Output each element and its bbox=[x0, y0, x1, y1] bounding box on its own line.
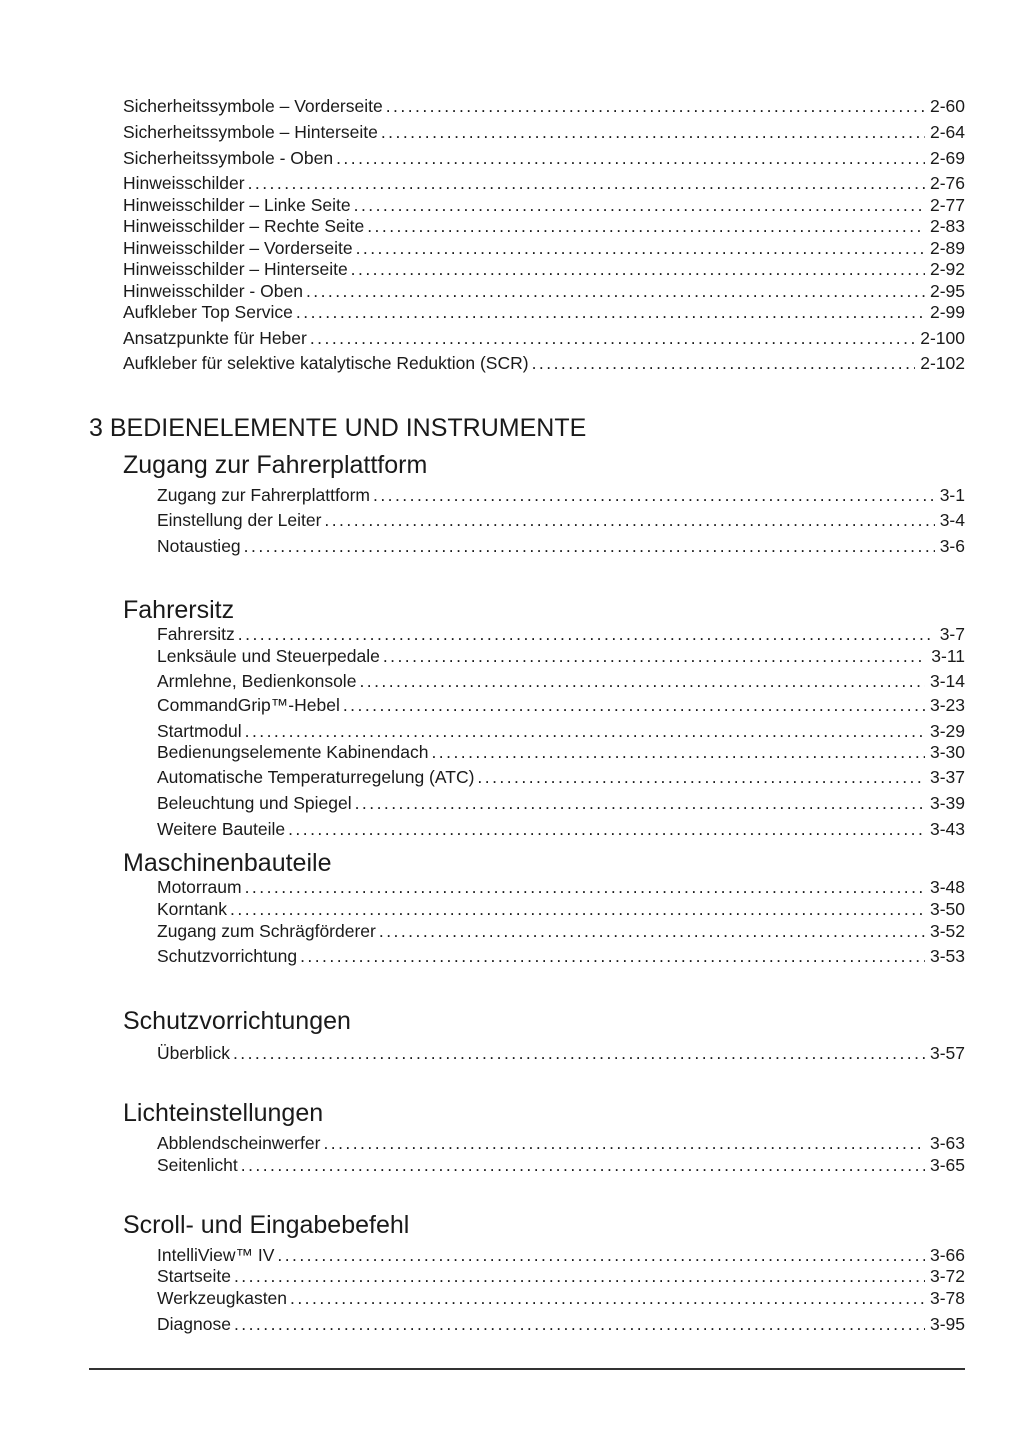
toc-entry-title: Bedienungselemente Kabinendach bbox=[157, 742, 429, 762]
toc-leader bbox=[296, 301, 925, 323]
section-title: Fahrersitz bbox=[123, 596, 235, 624]
toc-entry-page: 3-65 bbox=[929, 1155, 965, 1175]
toc-leader bbox=[386, 95, 925, 117]
toc-entry-page: 2-69 bbox=[929, 148, 965, 168]
toc-entry-title: Überblick bbox=[157, 1043, 230, 1063]
toc-leader bbox=[383, 645, 926, 667]
toc-entry-page: 2-64 bbox=[929, 122, 965, 142]
toc-entry-page: 3-63 bbox=[929, 1133, 965, 1153]
toc-entry-title: Diagnose bbox=[157, 1314, 231, 1334]
toc-entry[interactable] bbox=[157, 720, 965, 742]
toc-entry[interactable] bbox=[157, 766, 965, 788]
toc-entry[interactable] bbox=[157, 535, 965, 557]
toc-entry[interactable] bbox=[123, 258, 965, 280]
toc-leader bbox=[300, 945, 925, 967]
toc-entry[interactable] bbox=[123, 327, 965, 349]
section-title: Lichteinstellungen bbox=[123, 1099, 324, 1127]
toc-entry-title: Startseite bbox=[157, 1266, 231, 1286]
toc-leader bbox=[359, 670, 925, 692]
toc-entry-page: 3-6 bbox=[939, 536, 965, 556]
toc-entry[interactable] bbox=[157, 1042, 965, 1064]
toc-entry[interactable] bbox=[157, 509, 965, 531]
toc-entry-title: Schutzvorrichtung bbox=[157, 946, 298, 966]
toc-entry-page: 3-95 bbox=[929, 1314, 965, 1334]
toc-leader bbox=[477, 766, 925, 788]
toc-entry[interactable] bbox=[157, 1313, 965, 1335]
toc-entry[interactable] bbox=[123, 301, 965, 323]
toc-entry-title: Aufkleber für selektive katalytische Reduktion (SCR) bbox=[123, 353, 529, 373]
toc-entry-title: Automatische Temperaturregelung (ATC) bbox=[157, 767, 475, 787]
toc-leader bbox=[290, 1287, 925, 1309]
toc-entry-page: 3-11 bbox=[931, 646, 965, 666]
toc-entry-page: 2-83 bbox=[929, 216, 965, 236]
toc-leader bbox=[324, 509, 934, 531]
toc-entry-page: 3-37 bbox=[929, 767, 965, 787]
toc-entry[interactable] bbox=[157, 694, 965, 716]
toc-entry[interactable] bbox=[157, 741, 965, 763]
toc-leader bbox=[245, 720, 925, 742]
toc-entry[interactable] bbox=[157, 792, 965, 814]
toc-entry[interactable] bbox=[157, 670, 965, 692]
toc-entry[interactable] bbox=[123, 194, 965, 216]
toc-entry-title: Seitenlicht bbox=[157, 1155, 238, 1175]
toc-entry-page: 2-76 bbox=[929, 173, 965, 193]
toc-entry-page: 3-52 bbox=[929, 921, 965, 941]
toc-leader bbox=[323, 1132, 925, 1154]
toc-entry-title: Lenksäule und Steuerpedale bbox=[157, 646, 380, 666]
toc-entry[interactable] bbox=[123, 172, 965, 194]
toc-entry-page: 3-1 bbox=[939, 485, 965, 505]
toc-entry-page: 3-29 bbox=[929, 721, 965, 741]
toc-entry[interactable] bbox=[123, 215, 965, 237]
toc-entry-title: IntelliView™ IV bbox=[157, 1245, 275, 1265]
section-title: Maschinenbauteile bbox=[123, 849, 332, 877]
toc-entry-page: 2-92 bbox=[929, 259, 965, 279]
toc-leader bbox=[367, 215, 925, 237]
toc-entry-title: Korntank bbox=[157, 899, 228, 919]
footer-rule bbox=[89, 1368, 965, 1370]
toc-entry-title: Hinweisschilder bbox=[123, 173, 245, 193]
toc-leader bbox=[379, 920, 925, 942]
toc-entry[interactable] bbox=[157, 1287, 965, 1309]
chapter-title: 3 BEDIENELEMENTE UND INSTRUMENTE bbox=[89, 414, 587, 442]
toc-entry-title: Hinweisschilder – Linke Seite bbox=[123, 195, 351, 215]
toc-entry[interactable] bbox=[157, 818, 965, 840]
toc-entry-title: Notaustieg bbox=[157, 536, 241, 556]
toc-entry-page: 3-4 bbox=[939, 510, 965, 530]
toc-entry-title: Fahrersitz bbox=[157, 624, 235, 644]
toc-leader bbox=[310, 327, 915, 349]
toc-entry-page: 3-39 bbox=[929, 793, 965, 813]
toc-entry-page: 2-102 bbox=[920, 353, 965, 373]
toc-leader bbox=[241, 1154, 925, 1176]
toc-leader bbox=[336, 147, 925, 169]
toc-entry-title: Abblendscheinwerfer bbox=[157, 1133, 321, 1153]
toc-entry-page: 3-50 bbox=[929, 899, 965, 919]
toc-leader bbox=[532, 352, 916, 374]
toc-entry-page: 3-72 bbox=[929, 1266, 965, 1286]
toc-entry-page: 3-48 bbox=[929, 877, 965, 897]
toc-entry-title: Hinweisschilder – Rechte Seite bbox=[123, 216, 365, 236]
toc-entry-title: Sicherheitssymbole – Vorderseite bbox=[123, 96, 383, 116]
toc-entry-title: Ansatzpunkte für Heber bbox=[123, 328, 307, 348]
toc-leader bbox=[373, 484, 935, 506]
toc-entry-title: Weitere Bauteile bbox=[157, 819, 286, 839]
toc-entry-page: 3-43 bbox=[929, 819, 965, 839]
toc-entry-page: 2-95 bbox=[929, 281, 965, 301]
toc-entry-page: 3-66 bbox=[929, 1245, 965, 1265]
toc-entry-title: Beleuchtung und Spiegel bbox=[157, 793, 352, 813]
toc-entry[interactable] bbox=[157, 623, 965, 645]
toc-entry[interactable] bbox=[157, 645, 965, 667]
toc-entry-title: Sicherheitssymbole – Hinterseite bbox=[123, 122, 378, 142]
toc-leader bbox=[355, 792, 925, 814]
toc-entry-page: 3-53 bbox=[929, 946, 965, 966]
toc-leader bbox=[351, 258, 925, 280]
toc-leader bbox=[381, 121, 925, 143]
toc-entry-page: 3-23 bbox=[929, 695, 965, 715]
toc-leader bbox=[233, 1042, 925, 1064]
toc-entry[interactable] bbox=[157, 1265, 965, 1287]
toc-entry-page: 3-30 bbox=[929, 742, 965, 762]
toc-entry-page: 3-57 bbox=[929, 1043, 965, 1063]
toc-entry-title: Zugang zum Schrägförderer bbox=[157, 921, 376, 941]
toc-entry[interactable] bbox=[123, 280, 965, 302]
section-title: Scroll- und Eingabebefehl bbox=[123, 1211, 410, 1239]
toc-entry[interactable] bbox=[123, 121, 965, 143]
toc-entry-title: Aufkleber Top Service bbox=[123, 302, 293, 322]
toc-entry-page: 2-99 bbox=[929, 302, 965, 322]
toc-entry-page: 3-78 bbox=[929, 1288, 965, 1308]
toc-entry-title: Einstellung der Leiter bbox=[157, 510, 322, 530]
toc-entry-title: Hinweisschilder - Oben bbox=[123, 281, 303, 301]
toc-leader bbox=[356, 237, 925, 259]
section-title: Schutzvorrichtungen bbox=[123, 1007, 351, 1035]
toc-entry-title: Zugang zur Fahrerplattform bbox=[157, 485, 371, 505]
toc-leader bbox=[248, 172, 925, 194]
toc-entry-page: 2-100 bbox=[920, 328, 965, 348]
toc-leader bbox=[288, 818, 925, 840]
toc-leader bbox=[343, 694, 925, 716]
toc-entry[interactable] bbox=[157, 484, 965, 506]
toc-entry[interactable] bbox=[123, 95, 965, 117]
toc-entry-page: 3-14 bbox=[929, 671, 965, 691]
toc-entry[interactable] bbox=[157, 1244, 965, 1266]
toc-entry[interactable] bbox=[157, 945, 965, 967]
toc-leader bbox=[244, 535, 935, 557]
toc-leader bbox=[230, 898, 925, 920]
toc-leader bbox=[306, 280, 925, 302]
toc-entry[interactable] bbox=[157, 898, 965, 920]
toc-entry[interactable] bbox=[157, 920, 965, 942]
toc-entry-page: 3-7 bbox=[939, 624, 965, 644]
toc-entry[interactable] bbox=[123, 147, 965, 169]
toc-leader bbox=[245, 876, 925, 898]
toc-entry-title: Startmodul bbox=[157, 721, 242, 741]
toc-entry-title: Armlehne, Bedienkonsole bbox=[157, 671, 357, 691]
toc-entry-title: Motorraum bbox=[157, 877, 242, 897]
toc-entry[interactable] bbox=[123, 352, 965, 374]
toc-leader bbox=[431, 741, 925, 763]
toc-entry-title: Hinweisschilder – Hinterseite bbox=[123, 259, 348, 279]
toc-entry-page: 2-77 bbox=[929, 195, 965, 215]
section-title: Zugang zur Fahrerplattform bbox=[123, 451, 428, 479]
toc-leader bbox=[238, 623, 935, 645]
toc-entry-title: Werkzeugkasten bbox=[157, 1288, 288, 1308]
toc-leader bbox=[277, 1244, 925, 1266]
toc-leader bbox=[354, 194, 925, 216]
toc-entry[interactable] bbox=[123, 237, 965, 259]
toc-entry-title: Hinweisschilder – Vorderseite bbox=[123, 238, 353, 258]
toc-entry-page: 2-89 bbox=[929, 238, 965, 258]
toc-entry[interactable] bbox=[157, 1154, 965, 1176]
toc-entry-title: Sicherheitssymbole - Oben bbox=[123, 148, 334, 168]
toc-leader bbox=[234, 1265, 925, 1287]
toc-entry-page: 2-60 bbox=[929, 96, 965, 116]
toc-entry[interactable] bbox=[157, 876, 965, 898]
toc-leader bbox=[234, 1313, 925, 1335]
toc-entry-title: CommandGrip™-Hebel bbox=[157, 695, 340, 715]
toc-entry[interactable] bbox=[157, 1132, 965, 1154]
